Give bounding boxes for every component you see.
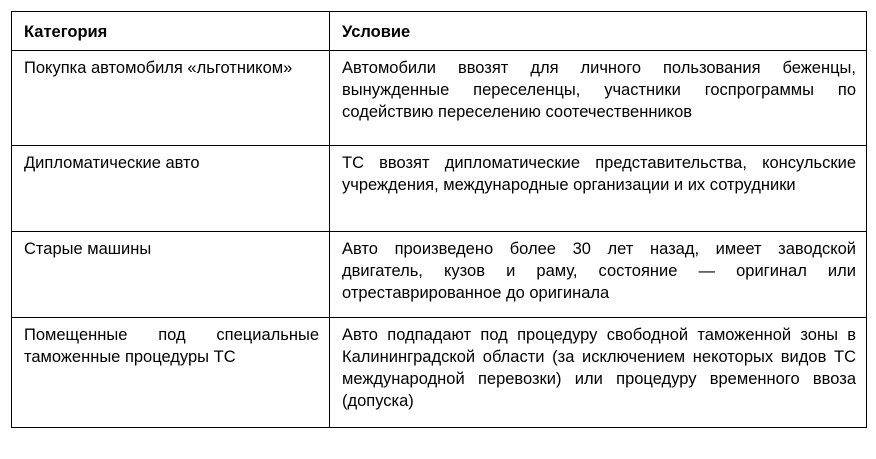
condition-cell bbox=[330, 146, 867, 232]
table-header-row bbox=[12, 12, 867, 51]
category-cell bbox=[12, 51, 330, 146]
condition-cell bbox=[330, 51, 867, 146]
condition-text: ТС ввозят дипломатические представительства, консульские учреждения, международные организации и их сотрудники bbox=[342, 154, 856, 194]
category-text: Старые машины bbox=[24, 240, 152, 258]
category-cell bbox=[12, 318, 330, 428]
condition-text: Автомобили ввозят для личного пользования беженцы, вынужденные переселенцы, участники госпрограммы по содействию переселению соотечественников bbox=[342, 59, 856, 121]
category-text: Помещенные под специальные таможенные процедуры ТС bbox=[24, 326, 319, 366]
condition-text: Авто подпадают под процедуру свободной таможенной зоны в Калининградской области (за исключением некоторых видов ТС международной перевозки) или процедуру временного ввоза (допуска) bbox=[342, 326, 856, 410]
table-row bbox=[12, 51, 867, 146]
category-text: Покупка автомобиля «льготником» bbox=[24, 59, 293, 77]
category-text: Дипломатические авто bbox=[24, 154, 200, 172]
condition-cell bbox=[330, 318, 867, 428]
condition-cell bbox=[330, 232, 867, 318]
category-cell bbox=[12, 146, 330, 232]
condition-text: Авто произведено более 30 лет назад, имеет заводской двигатель, кузов и раму, состояние — оригинал или отреставрированное до оригинала bbox=[342, 240, 856, 302]
table-row bbox=[12, 232, 867, 318]
header-condition: Условие bbox=[330, 12, 867, 51]
table-row bbox=[12, 146, 867, 232]
header-category: Категория bbox=[12, 12, 330, 51]
table-row bbox=[12, 318, 867, 428]
category-cell bbox=[12, 232, 330, 318]
category-condition-table bbox=[11, 11, 867, 428]
